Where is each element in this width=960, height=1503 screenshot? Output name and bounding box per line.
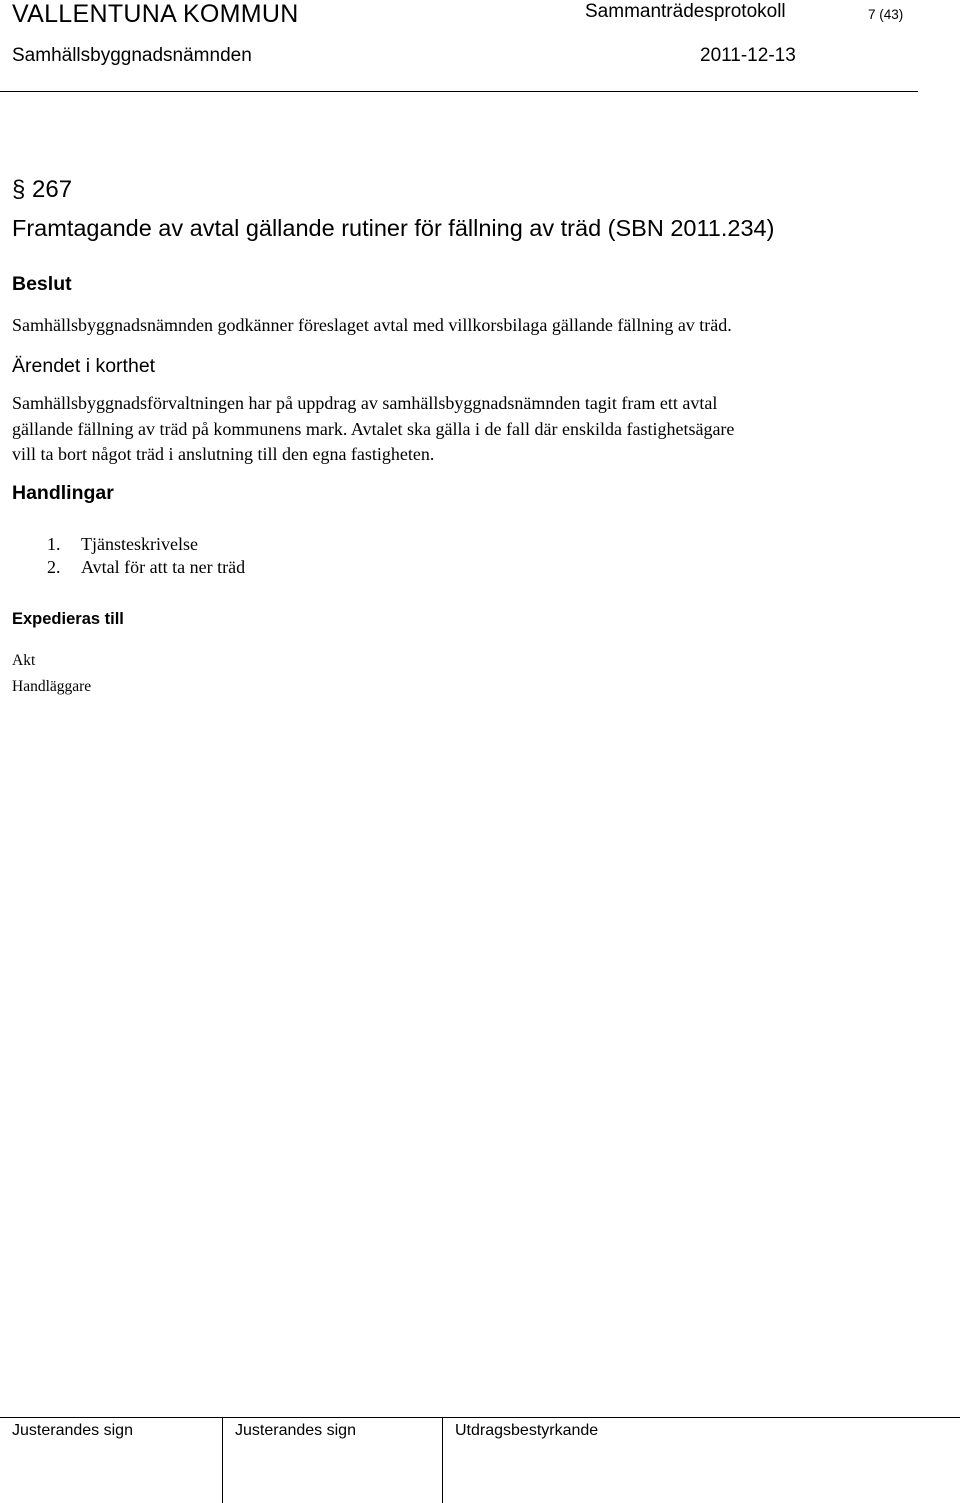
section-title: Framtagande av avtal gällande rutiner för fällning av träd (SBN 2011.234) [12,215,775,241]
document-type: Sammanträdesprotokoll [585,1,786,22]
list-item-number: 1. [47,534,61,554]
recipient-list [12,648,91,700]
signature-cell [0,1418,222,1503]
handlingar-list [47,533,245,578]
beslut-heading: Beslut [12,273,72,295]
signature-label: Justerandes sign [12,1422,133,1439]
paragraph-number: § 267 [12,176,73,203]
signature-cell [222,1418,443,1503]
recipient-item: Handläggare [12,678,92,695]
arendet-heading: Ärendet i korthet [12,355,156,377]
arendet-line: Samhällsbyggnadsförvaltningen har på uppdrag av samhällsbyggnadsnämnden tagit fram ett avtal [12,393,718,413]
list-item [47,533,245,556]
organization-name: VALLENTUNA KOMMUN [12,0,299,28]
list-item-label: Avtal för att ta ner träd [81,556,246,577]
list-item-number: 2. [47,556,61,577]
arendet-line: vill ta bort något träd i anslutning till den egna fastigheten. [12,444,435,464]
handlingar-heading: Handlingar [12,482,114,504]
committee-name: Samhällsbyggnadsnämnden [12,45,252,66]
page-number: 7 (43) [868,7,904,22]
beslut-text: Samhällsbyggnadsnämnden godkänner föreslaget avtal med villkorsbilaga gällande fällning av träd. [12,315,732,335]
arendet-text [12,391,734,468]
certification-cell [442,1418,960,1503]
header-divider [0,91,918,92]
arendet-line: gällande fällning av träd på kommunens mark. Avtalet ska gälla i de fall där enskilda fastighetsägare [12,418,735,439]
signature-label: Justerandes sign [235,1422,356,1439]
recipient-item: Akt [12,652,36,669]
list-item-label: Tjänsteskrivelse [81,534,198,554]
meeting-date: 2011-12-13 [700,45,796,66]
certification-label: Utdragsbestyrkande [455,1422,599,1439]
expedieras-heading: Expedieras till [12,610,124,628]
list-item [47,556,245,579]
signature-table [0,1417,960,1503]
